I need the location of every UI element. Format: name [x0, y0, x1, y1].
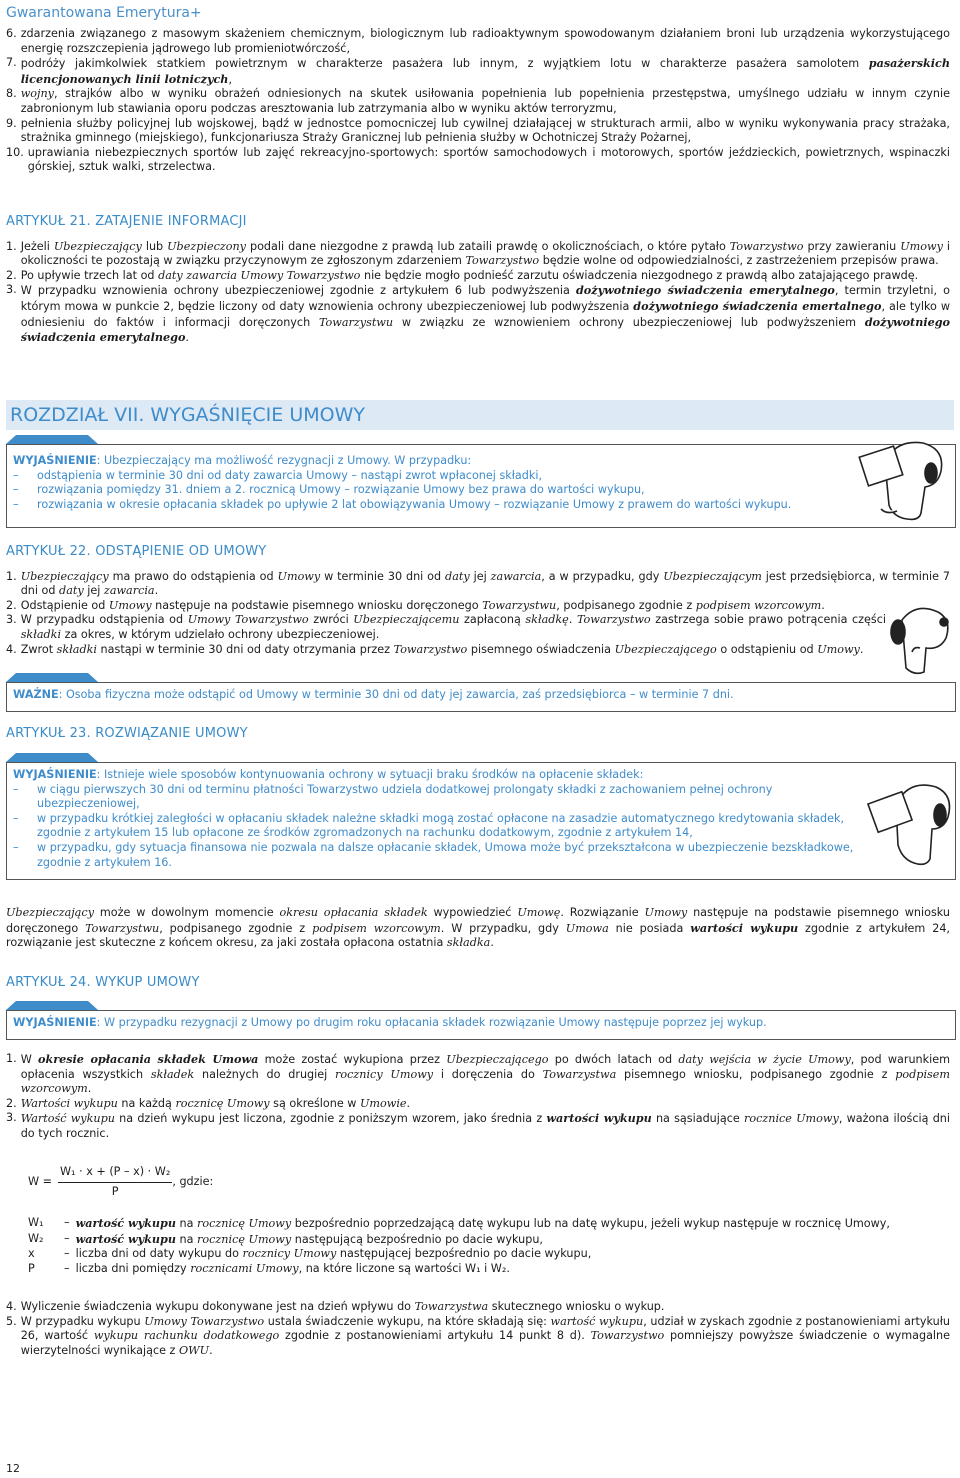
box-text: : Osoba fizyczna może odstąpić od Umowy w terminie 30 dni od daty jej zawarcia, zaś przedsiębiorca – w terminie 7 dni.	[58, 688, 734, 701]
list-item: 10. uprawiania niebezpiecznych sportów lub zajęć rekreacyjno-sportowych: sportów samochodowych i motorowych, sportów jeździeckich, powietrznych, wspinaczki górskiej, sztuk walki, strzelectwa.	[6, 145, 950, 174]
list-item: 3. W przypadku odstąpienia od Umowy Towarzystwo zwróci Ubezpieczającemu zapłaconą składkę. Towarzystwo zastrzega sobie prawo potrącenia części składki za okres, w którym udzielało ochrony ubezpieczeniowej.	[6, 613, 887, 641]
box-keyword: WYJAŚNIENIE	[13, 454, 97, 467]
list-item: – w przypadku, gdy sytuacja finansowa nie pozwala na dalsze opłacanie składek, Umowa może być przekształcona w ubezpieczenie bezskładkowe, zgodnie z artykułem 16.	[13, 840, 854, 869]
list-item: – w przypadku krótkiej zaległości w opłacaniu składek należne składki mogą zostać opłacone na zasadzie automatycznego kredytowania składek, zgodnie z artykułem 15 lub opłacone ze środków zgromadzonych na rachunku dodatkowym, zgodnie z artykułem 14,	[13, 811, 845, 840]
box-intro: : Ubezpieczający ma możliwość rezygnacji z Umowy. W przypadku:	[96, 454, 472, 467]
list-item: 9. pełnienia służby policyjnej lub wojskowej, bądź w jednostce pomocniczej lub cywilnej działającej w strukturach armii, albo w wyniku wykonywania pracy strażaka, strażnika gminnego (miejskiego), funkcjonariusza Straży Granicznej lub pełnienia służby w Ochotniczej Straży Pożarnej,	[6, 116, 950, 145]
article-title: ARTYKUŁ 21. ZATAJENIE INFORMACJI	[6, 214, 247, 229]
snoopy-reading-icon	[860, 775, 955, 873]
list-item: 4. Zwrot składki nastąpi w terminie 30 dni od daty otrzymania przez Towarzystwo pisemnego oświadczenia Ubezpieczającego o odstąpieniu od Umowy.	[6, 642, 864, 656]
termination-paragraph: Ubezpieczający może w dowolnym momencie okresu opłacania składek wypowiedzieć Umowę. Rozwiązanie Umowy następuje na podstawie pisemnego wniosku doręczonego Towarzystwu, podpisanego zgodnie z podpisem wzorcowym. W przypadku, gdy Umowa nie posiada wartości wykupu zgodnie z artykułem 24, rozwiązanie jest skuteczne z końcem okresu, za jaki została opłacona ostatnia składka.	[6, 906, 951, 950]
box-tab	[6, 435, 98, 444]
list-item: 5. W przypadku wykupu Umowy Towarzystwo ustala świadczenie wykupu, na które składają się: wartość wykupu, udział w zyskach zgodnie z postanowieniami artykułu 26, wartość wykupu rachunku dodatkowego zgodnie z postanowieniami artykułu 14 punkt 8 d). Towarzystwo pomniejszy powyższe świadczenie o wymagalne wierzytelności wynikające z OWU.	[6, 1314, 951, 1357]
list-item: – w ciągu pierwszych 30 dni od terminu płatności Towarzystwo udziela dodatkowej prolongaty składki z zachowaniem pełnej ochrony ubezpieczeniowej,	[13, 782, 773, 811]
article-24	[6, 976, 950, 1001]
explanation-box	[6, 444, 956, 528]
article-title: ARTYKUŁ 22. ODSTĄPIENIE OD UMOWY	[6, 544, 267, 559]
formula-numerator: W₁ · x + (P – x) · W₂	[58, 1165, 172, 1183]
buyback-list-continued	[6, 1300, 950, 1358]
box-tab	[6, 1001, 98, 1010]
snoopy-reading-icon	[845, 433, 950, 523]
article-22	[6, 545, 950, 657]
legend-row: x – liczba dni od daty wykupu do rocznicy Umowy następującej bezpośrednio po dacie wykupu,	[28, 1247, 592, 1261]
list-item: 1. Jeżeli Ubezpieczający lub Ubezpieczony podali dane niezgodne z prawdą lub zataili prawdę o okolicznościach, o które pytało Towarzystwo przy zawieraniu Umowy i okoliczności te pozostają w związku przyczynowym ze zgłoszonym zdarzeniem Towarzystwo będzie wolne od odpowiedzialności, z zastrzeżeniem przepisów prawa.	[6, 239, 950, 268]
formula-lhs: W =	[28, 1174, 52, 1188]
list-item: – odstąpienia w terminie 30 dni od daty zawarcia Umowy – nastąpi zwrot wpłaconej składki,	[13, 468, 543, 482]
buyback-list	[6, 1052, 950, 1142]
page-number: 12	[6, 1462, 20, 1475]
list-item: 2. Wartości wykupu na każdą rocznicę Umowy są określone w Umowie.	[6, 1096, 411, 1110]
legend-row: P – liczba dni pomiędzy rocznicami Umowy, na które liczone są wartości W₁ i W₂.	[28, 1261, 510, 1275]
list-item: 8. wojny, strajków albo w wyniku obrażeń odniesionych na skutek usiłowania popełnienia lub popełnienia przestępstwa, umyślnego udziału w innym czynie zabronionym lub stawiania oporu podczas aresztowania lub zatrzymania albo w wyniku aktów terroryzmu,	[6, 87, 950, 115]
header-title: Gwarantowana Emerytura+	[6, 5, 202, 21]
explanation-box	[6, 1010, 956, 1040]
explanation-box	[6, 762, 956, 880]
article-title: ARTYKUŁ 24. WYKUP UMOWY	[6, 975, 200, 990]
formula-suffix: , gdzie:	[172, 1174, 214, 1188]
list-item: 2. Odstąpienie od Umowy następuje na podstawie pisemnego wniosku doręczonego Towarzystwu, podpisanego zgodnie z podpisem wzorcowym.	[6, 598, 825, 612]
exclusions-list	[6, 27, 950, 175]
box-text: : W przypadku rezygnacji z Umowy po drugim roku opłacania składek rozwiązanie Umowy następuje poprzez jej wykup.	[96, 1016, 767, 1029]
list-item: 6. zdarzenia związanego z masowym skażeniem chemicznym, biologicznym lub radioaktywnym spowodowanym działaniem broni lub urządzenia wykorzystującego energię rozszczepienia jądrowego lub promieniotwórczość,	[6, 27, 950, 55]
box-keyword: WAŻNE	[13, 688, 59, 701]
list-item: 4. Wyliczenie świadczenia wykupu dokonywane jest na dzień wpływu do Towarzystwa skutecznego wniosku o wykup.	[6, 1300, 665, 1313]
list-item: 1. Ubezpieczający ma prawo do odstąpienia od Umowy w terminie 30 dni od daty jej zawarcia, a w przypadku, gdy Ubezpieczającym jest przedsiębiorca, w terminie 7 dni od daty jej zawarcia.	[6, 569, 951, 598]
box-intro: : Istnieje wiele sposobów kontynuowania ochrony w sytuacji braku środków na opłacenie składek:	[96, 768, 644, 781]
list-item: 3. W przypadku wznowienia ochrony ubezpieczeniowej zgodnie z artykułem 6 lub podwyższenia dożywotniego świadczenia emerytalnego, termin trzyletni, o którym mowa w punkcie 2, będzie liczony od daty wznowienia ochrony ubezpieczeniowej lub podwyższenia dożywotniego świadczenia emertalnego, ale tylko w odniesieniu do faktów i informacji doręczonych Towarzystwu w związku ze wznowieniem ochrony ubezpieczeniowej lub podwyższeniem dożywotniego świadczenia emerytalnego.	[6, 283, 951, 345]
formula-legend	[28, 1216, 948, 1276]
list-item: 7. podróży jakimkolwiek statkiem powietrznym w charakterze pasażera lub innym, z wyjątkiem lotu w charakterze pasażera samolotem pasażerskich licencjonowanych linii lotniczych,	[6, 56, 950, 86]
list-item: 3. Wartość wykupu na dzień wykupu jest liczona, zgodnie z poniższym wzorem, jako średnia z wartości wykupu na sąsiadujące rocznice Umowy, ważona ilością dni do tych rocznic.	[6, 1111, 950, 1140]
list-item: – rozwiązania pomiędzy 31. dniem a 2. rocznicą Umowy – rozwiązanie Umowy bez prawa do wartości wykupu,	[13, 483, 645, 497]
article-21	[6, 215, 950, 346]
formula-denominator: P	[111, 1184, 119, 1198]
box-keyword: WYJAŚNIENIE	[13, 1016, 97, 1029]
chapter-title: ROZDZIAŁ VII. WYGAŚNIĘCIE UMOWY	[6, 400, 954, 430]
box-tab	[6, 673, 98, 682]
buyback-formula	[28, 1165, 213, 1199]
legend-row: W₂ – wartość wykupu na rocznicę Umowy następującą bezpośrednio po dacie wykupu,	[28, 1231, 543, 1246]
snoopy-thinking-icon	[880, 600, 958, 678]
box-keyword: WYJAŚNIENIE	[13, 768, 97, 781]
article-23	[6, 727, 950, 752]
important-box	[6, 682, 956, 712]
legend-row: W₁ – wartość wykupu na rocznicę Umowy bezpośrednio poprzedzającą datę wykupu lub na datę wykupu, jeżeli wykup następuje w rocznicę Umowy,	[28, 1216, 890, 1230]
article-title: ARTYKUŁ 23. ROZWIĄZANIE UMOWY	[6, 726, 248, 741]
list-item: – rozwiązania w okresie opłacania składek po upływie 2 lat obowiązywania Umowy – rozwiązanie Umowy z prawem do wartości wykupu.	[13, 497, 792, 511]
list-item: 2. Po upływie trzech lat od daty zawarcia Umowy Towarzystwo nie będzie mogło podnieść zarzutu oświadczenia niezgodnego z prawdą albo zatajającego prawdę.	[6, 268, 919, 282]
box-tab	[6, 753, 98, 762]
list-item: 1. W okresie opłacania składek Umowa może zostać wykupiona przez Ubezpieczającego po dwóch latach od daty wejścia w życie Umowy, pod warunkiem opłacenia wszystkich składek należnych do drugiej rocznicy Umowy i doręczenia do Towarzystwa pisemnego wniosku, podpisanego zgodnie z podpisem wzorcowym.	[6, 1052, 950, 1096]
